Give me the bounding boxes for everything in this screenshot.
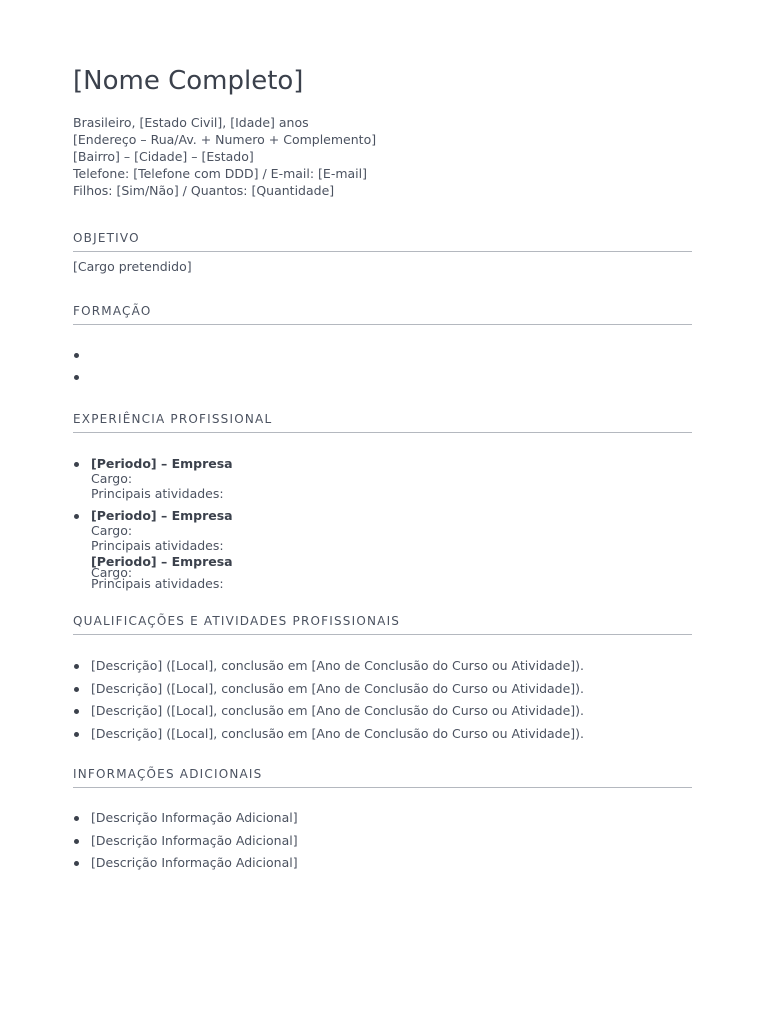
experience-role: Cargo: (91, 523, 133, 538)
experience-role: Cargo: (91, 471, 133, 486)
section-title-experiencia: EXPERIÊNCIA PROFISSIONAL (73, 412, 692, 433)
experience-item (73, 556, 233, 589)
section-title-formacao: FORMAÇÃO (73, 304, 692, 325)
contact-line-phone-email: Telefone: [Telefone com DDD] / E-mail: [E-mail] (73, 166, 367, 181)
list-item (73, 347, 91, 369)
adicionais-list (73, 810, 298, 878)
experience-activities: Principais atividades: (91, 538, 224, 553)
list-item: [Descrição] ([Local], conclusão em [Ano de Conclusão do Curso ou Atividade]). (73, 703, 584, 726)
contact-line-personal: Brasileiro, [Estado Civil], [Idade] anos (73, 115, 309, 130)
contact-line-address: [Endereço – Rua/Av. + Numero + Complemento] (73, 132, 377, 147)
list-item: [Descrição Informação Adicional] (73, 833, 298, 856)
experience-item (73, 508, 233, 553)
section-title-objetivo: OBJETIVO (73, 231, 692, 252)
contact-line-children: Filhos: [Sim/Não] / Quantos: [Quantidade] (73, 183, 335, 198)
section-title-qualificacoes: QUALIFICAÇÕES E ATIVIDADES PROFISSIONAIS (73, 614, 692, 635)
list-item: [Descrição Informação Adicional] (73, 855, 298, 878)
section-title-adicionais: INFORMAÇÕES ADICIONAIS (73, 767, 692, 788)
contact-line-city: [Bairro] – [Cidade] – [Estado] (73, 149, 254, 164)
list-item: [Descrição] ([Local], conclusão em [Ano de Conclusão do Curso ou Atividade]). (73, 726, 584, 749)
qualificacoes-list (73, 658, 584, 748)
experience-item (73, 456, 233, 501)
experience-period-company: [Periodo] – Empresa (91, 554, 233, 569)
experience-activities: Principais atividades: (91, 486, 224, 501)
formacao-list (73, 347, 91, 391)
objetivo-text: [Cargo pretendido] (73, 259, 192, 274)
contact-block (73, 114, 376, 199)
list-item: [Descrição] ([Local], conclusão em [Ano de Conclusão do Curso ou Atividade]). (73, 658, 584, 681)
experience-period-company: [Periodo] – Empresa (91, 508, 233, 523)
list-item: [Descrição] ([Local], conclusão em [Ano de Conclusão do Curso ou Atividade]). (73, 681, 584, 704)
list-item: [Descrição Informação Adicional] (73, 810, 298, 833)
experience-role: Cargo: (91, 565, 133, 580)
experience-period-company: [Periodo] – Empresa (91, 456, 233, 471)
full-name: [Nome Completo] (73, 66, 304, 96)
experience-activities: Principais atividades: (91, 576, 224, 591)
list-item (73, 369, 91, 391)
